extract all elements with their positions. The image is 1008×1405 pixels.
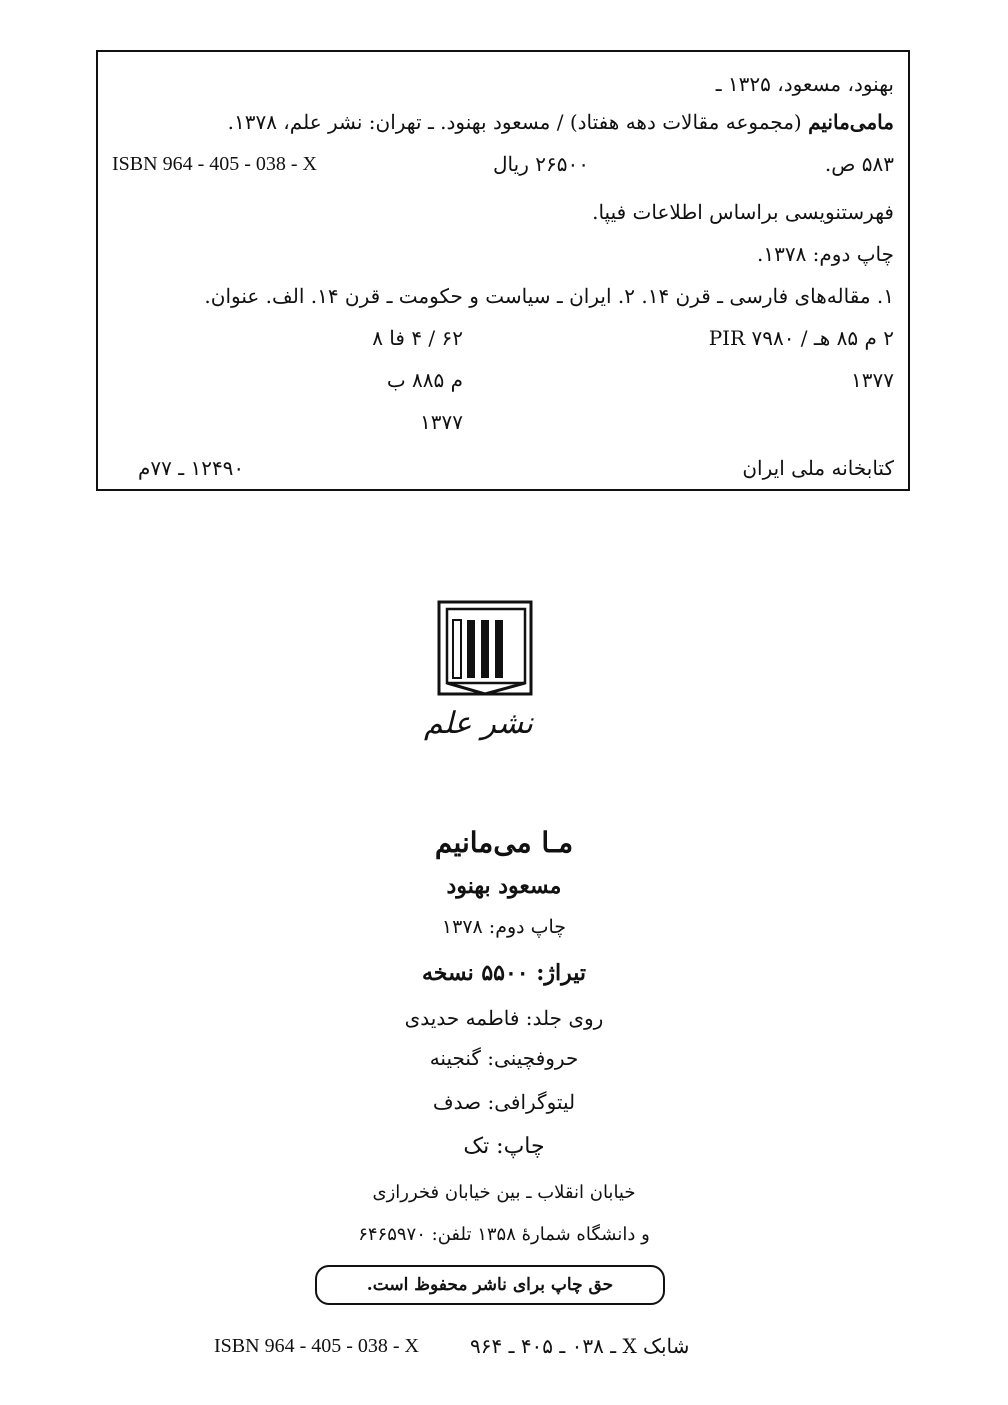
- catalog-class-lc: ۲ م ۸۵ هـ / PIR ۷۹۸۰: [708, 326, 894, 350]
- copyright-notice: حق چاپ برای ناشر محفوظ است.: [366, 1275, 614, 1295]
- catalog-class-lc-year: ۱۳۷۷: [851, 368, 894, 392]
- catalog-title-line: [228, 108, 894, 136]
- catalog-title-main: مامی‌مانیم: [808, 110, 894, 134]
- book-emblem-icon: [437, 600, 533, 700]
- catalog-class-dewey-year: ۱۳۷۷: [420, 410, 463, 434]
- catalog-class-dewey-cutter: م ۸۸۵ ب: [386, 368, 463, 392]
- colophon-shabak: شابک X ـ ۰۳۸ ـ ۴۰۵ ـ ۹۶۴: [470, 1334, 690, 1358]
- catalog-fipa-note: فهرستنویسی براساس اطلاعات فیپا.: [592, 200, 894, 224]
- colophon-address-2: و دانشگاه شمارهٔ ۱۳۵۸ تلفن: ۶۴۶۵۹۷۰: [358, 1224, 650, 1245]
- catalog-library: کتابخانه ملی ایران: [742, 456, 894, 480]
- catalog-author-line: بهنود، مسعود، ۱۳۲۵ ـ: [715, 72, 894, 96]
- colophon-edition: چاپ دوم: ۱۳۷۸: [441, 916, 567, 938]
- colophon-printing: چاپ: تک: [463, 1134, 545, 1159]
- colophon-print-run: تیراژ: ۵۵۰۰ نسخه: [421, 960, 587, 986]
- catalog-card: [96, 50, 910, 491]
- colophon-typesetting: حروفچینی: گنجینه: [429, 1046, 579, 1070]
- publisher-logo: [424, 600, 533, 760]
- book-author: مسعود بهنود: [446, 873, 562, 899]
- catalog-edition: چاپ دوم: ۱۳۷۸.: [756, 242, 894, 266]
- catalog-pages: ۵۸۳ ص.: [824, 152, 894, 176]
- catalog-price: ۲۶۵۰۰ ریال: [493, 152, 589, 176]
- copyright-notice-box: [315, 1265, 665, 1305]
- catalog-class-dewey: ۶۲ / ۴ فا ۸: [372, 326, 463, 350]
- publisher-logo-text: نشر علم: [424, 706, 533, 741]
- colophon-address-1: خیابان انقلاب ـ بین خیابان فخررازی: [372, 1182, 636, 1203]
- colophon-isbn: ISBN 964 - 405 - 038 - X: [214, 1335, 419, 1357]
- book-title: مـا می‌مانیم: [434, 826, 574, 859]
- colophon-cover: روی جلد: فاطمه حدیدی: [404, 1006, 604, 1030]
- catalog-record-number: ۱۲۴۹۰ ـ ۷۷م: [138, 456, 245, 480]
- catalog-title-rest: (مجموعه مقالات دهه هفتاد) / مسعود بهنود. ـ تهران: نشر علم، ۱۳۷۸.: [227, 110, 809, 134]
- colophon-lithography: لیتوگرافی: صدف: [432, 1090, 576, 1114]
- catalog-subjects: ۱. مقاله‌های فارسی ـ قرن ۱۴. ۲. ایران ـ سیاست و حکومت ـ قرن ۱۴. الف. عنوان.: [204, 284, 894, 308]
- catalog-isbn: ISBN 964 - 405 - 038 - X: [112, 153, 317, 175]
